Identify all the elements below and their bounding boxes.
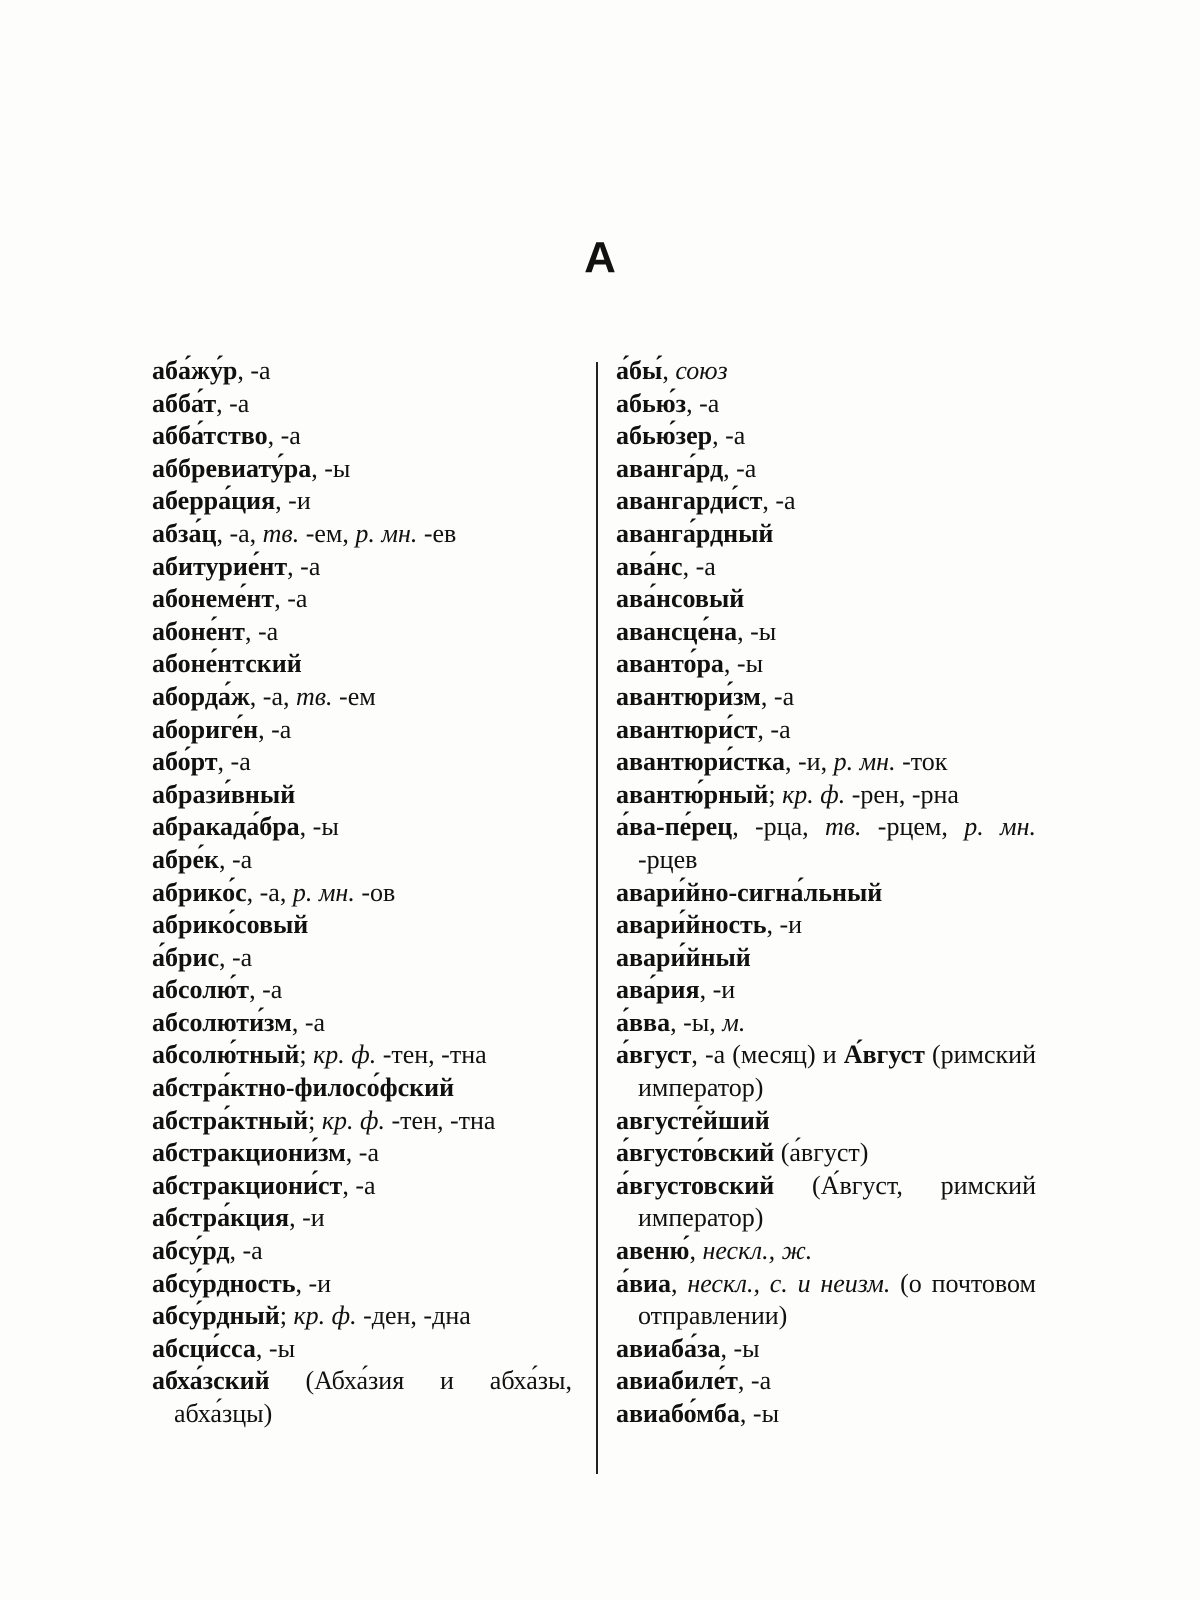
entry-form: (о почтовом отправлении)	[638, 1268, 1036, 1331]
dictionary-entry	[616, 453, 1036, 486]
dictionary-entry	[152, 485, 572, 518]
entry-headword: авеню́	[616, 1236, 690, 1266]
dictionary-entry	[152, 1137, 572, 1170]
entry-headword: абре́к	[152, 844, 219, 874]
grammar-label: тв.	[262, 518, 300, 548]
dictionary-entry	[616, 648, 1036, 681]
entry-form: ;	[279, 1301, 294, 1331]
entry-headword: абитурие́нт	[152, 551, 288, 581]
entry-headword: абстракциони́зм	[152, 1138, 346, 1168]
entry-headword: авиабиле́т	[616, 1366, 738, 1396]
dictionary-entry	[616, 388, 1036, 421]
entry-form: -ток	[895, 747, 948, 777]
dictionary-entry	[616, 779, 1036, 812]
entry-headword: аванга́рд	[616, 453, 724, 483]
dictionary-entry	[152, 746, 572, 779]
entry-form: , -ы,	[670, 1007, 723, 1037]
entry-form: , -а,	[249, 681, 296, 711]
grammar-label: нескл., с. и неизм.	[687, 1268, 891, 1298]
entry-headword: аванто́ра	[616, 649, 724, 679]
entry-form: ,	[689, 1236, 703, 1266]
dictionary-entry	[152, 1105, 572, 1138]
grammar-label: кр. ф.	[782, 779, 846, 809]
grammar-label: кр. ф.	[293, 1301, 357, 1331]
entry-headword: абза́ц	[152, 518, 217, 548]
entry-headword: аберра́ция	[152, 486, 276, 516]
entry-headword: ава́рия	[616, 975, 700, 1005]
entry-form: , -ы	[739, 1399, 780, 1428]
entry-headword: абсолю́т	[152, 975, 250, 1005]
grammar-label: нескл., ж.	[702, 1236, 813, 1266]
dictionary-entry	[152, 909, 572, 942]
entry-form: , -ы	[723, 649, 764, 679]
entry-form: -тен, -тна	[384, 1105, 496, 1135]
entry-headword: абсу́рд	[152, 1236, 230, 1266]
dictionary-entry	[616, 1170, 1036, 1235]
dictionary-entry	[152, 518, 572, 551]
dictionary-entry	[616, 746, 1036, 779]
column-divider	[596, 362, 598, 1474]
dictionary-entry	[152, 1235, 572, 1268]
dictionary-entry	[616, 1235, 1036, 1268]
entry-form: , -а	[274, 584, 308, 614]
entry-form: , -а	[249, 975, 283, 1005]
dictionary-entry	[152, 1365, 572, 1430]
entry-form: , -а	[216, 388, 250, 418]
entry-headword: абба́тство	[152, 421, 268, 451]
dictionary-entry	[152, 1170, 572, 1203]
entry-headword: абсци́сса	[152, 1333, 256, 1363]
entry-headword: абсолюти́зм	[152, 1007, 292, 1037]
entry-form: , -а	[682, 551, 716, 581]
entry-headword: абстра́кция	[152, 1203, 290, 1233]
dictionary-entry	[152, 844, 572, 877]
dictionary-entry	[152, 779, 572, 812]
entry-headword: авантюри́зм	[616, 681, 761, 711]
dictionary-entry	[152, 1202, 572, 1235]
entry-headword: або́рт	[152, 747, 218, 777]
dictionary-entry	[616, 811, 1036, 876]
entry-form: , -рца,	[732, 812, 825, 842]
entry-headword: абориге́н	[152, 714, 259, 744]
entry-form: , -а	[258, 714, 292, 744]
entry-form: ,	[662, 356, 676, 385]
entry-form: -ем	[332, 681, 376, 711]
grammar-label: р. мн.	[292, 877, 355, 907]
entry-headword: а́бы́	[616, 356, 663, 385]
entry-headword: абракада́бра	[152, 812, 300, 842]
entry-form: , -а,	[216, 518, 263, 548]
right-column	[616, 355, 1036, 1431]
dictionary-entry	[616, 1398, 1036, 1431]
entry-form: , -ы	[255, 1333, 296, 1363]
entry-headword: авантюри́стка	[616, 747, 785, 777]
entry-headword: аборда́ж	[152, 681, 250, 711]
entry-headword: абрико́с	[152, 877, 247, 907]
dictionary-entry	[616, 1268, 1036, 1333]
entry-form: , -а	[345, 1138, 379, 1168]
entry-headword: а́вгусто́вский	[616, 1138, 775, 1168]
entry-form: , -а	[723, 453, 757, 483]
grammar-label: союз	[675, 356, 728, 385]
entry-form: , -а	[218, 844, 253, 874]
entry-form: ;	[308, 1105, 322, 1135]
entry-form: (римский император)	[638, 1040, 1036, 1103]
entry-headword: абсолю́тный	[152, 1040, 300, 1070]
entry-headword: авантю́рный	[616, 779, 769, 809]
entry-form: , -и	[295, 1268, 332, 1298]
entry-headword: авиабо́мба	[616, 1399, 740, 1428]
grammar-label: р. мн.	[964, 812, 1036, 842]
entry-form: , -и,	[785, 747, 834, 777]
entry-headword: а́вва	[616, 1007, 671, 1037]
entry-form: , -а	[267, 421, 301, 451]
entry-form: , -а	[287, 551, 321, 581]
entry-form: , -а	[712, 421, 746, 451]
entry-form: , -а,	[246, 877, 293, 907]
entry-headword: А́вгуст	[843, 1040, 925, 1070]
grammar-label: кр. ф.	[313, 1040, 377, 1070]
dictionary-entry	[616, 714, 1036, 747]
entry-form: ;	[299, 1040, 314, 1070]
dictionary-entry	[616, 420, 1036, 453]
dictionary-entry	[152, 1039, 572, 1072]
entry-headword: а́ва-пе́рец	[616, 812, 733, 842]
entry-headword: а́вгуст	[616, 1040, 692, 1070]
entry-form: -рцем,	[861, 812, 965, 842]
entry-headword: абстракциони́ст	[152, 1170, 343, 1200]
entry-form: -рен, -рна	[845, 779, 959, 809]
entry-headword: августе́йший	[616, 1105, 770, 1135]
grammar-label: тв.	[824, 812, 862, 842]
entry-headword: абсу́рдность	[152, 1268, 296, 1298]
grammar-label: р. мн.	[833, 747, 896, 777]
entry-headword: абоне́нтский	[152, 649, 302, 679]
dictionary-entry	[152, 1333, 572, 1366]
entry-form: , -а	[237, 356, 271, 385]
entry-form: , -а	[218, 942, 253, 972]
dictionary-entry	[152, 355, 572, 388]
entry-form: , -а	[229, 1236, 263, 1266]
entry-form: , -ы	[737, 616, 777, 646]
entry-headword: авари́йный	[616, 942, 751, 972]
dictionary-entry	[152, 681, 572, 714]
entry-headword: авари́йность	[616, 910, 767, 940]
entry-form: , -и	[699, 975, 736, 1005]
dictionary-entry	[616, 485, 1036, 518]
dictionary-entry	[152, 551, 572, 584]
entry-headword: абоне́нт	[152, 616, 245, 646]
dictionary-entry	[616, 518, 1036, 551]
entry-headword: а́брис	[152, 942, 219, 972]
dictionary-entry	[152, 714, 572, 747]
entry-headword: а́виа	[616, 1268, 672, 1298]
entry-form: , -и	[766, 910, 803, 940]
entry-headword: абстра́ктно-филосо́фский	[152, 1073, 455, 1103]
entry-headword: ава́нс	[616, 551, 683, 581]
entry-form: , -а	[686, 388, 720, 418]
entry-headword: абонеме́нт	[152, 584, 275, 614]
entry-headword: авари́йно-сигна́льный	[616, 877, 883, 907]
dictionary-entry	[616, 681, 1036, 714]
entry-form: -ем,	[299, 518, 356, 548]
entry-headword: абба́т	[152, 388, 217, 418]
grammar-label: кр. ф.	[321, 1105, 385, 1135]
entry-form: -рцев	[638, 844, 698, 874]
entry-form: ;	[768, 779, 783, 809]
entry-headword: авансце́на	[616, 616, 738, 646]
entry-form: -ев	[417, 518, 457, 548]
entry-form: -ов	[354, 877, 396, 907]
section-letter: А	[584, 233, 616, 282]
entry-headword: а́вгустовский	[616, 1170, 775, 1200]
entry-form: , -а	[291, 1007, 326, 1037]
grammar-label: тв.	[295, 681, 333, 711]
dictionary-entry	[616, 551, 1036, 584]
entry-headword: абстра́ктный	[152, 1105, 309, 1135]
dictionary-entry	[616, 877, 1036, 910]
dictionary-entry	[616, 583, 1036, 616]
entry-form: -тен, -тна	[376, 1040, 487, 1070]
left-column	[152, 355, 572, 1431]
entry-headword: абрази́вный	[152, 779, 296, 809]
dictionary-entry	[616, 1137, 1036, 1170]
dictionary-entry	[616, 1007, 1036, 1040]
dictionary-entry	[616, 909, 1036, 942]
entry-headword: абью́зер	[616, 421, 713, 451]
entry-form: (а́вгуст)	[774, 1138, 869, 1168]
dictionary-entry	[616, 355, 1036, 388]
dictionary-entry	[152, 388, 572, 421]
entry-form: (Абха́зия и абха́зы, абха́зцы)	[174, 1366, 572, 1428]
dictionary-entry	[152, 453, 572, 486]
entry-form: -ден, -дна	[356, 1301, 471, 1331]
dictionary-entry	[616, 1039, 1036, 1104]
entry-form: , -а	[762, 486, 796, 516]
dictionary-entry	[152, 616, 572, 649]
entry-form: , -а (месяц) и	[691, 1040, 844, 1070]
entry-form: , -а	[244, 616, 279, 646]
entry-form: (А́вгуст, римский император)	[638, 1170, 1036, 1233]
entry-form: , -и	[289, 1203, 325, 1233]
dictionary-entry	[152, 942, 572, 975]
entry-form: , -ы	[299, 812, 339, 842]
entry-form: ,	[671, 1268, 688, 1298]
dictionary-entry	[152, 583, 572, 616]
grammar-label: р. мн.	[355, 518, 418, 548]
entry-headword: авангарди́ст	[616, 486, 763, 516]
dictionary-entry	[616, 1333, 1036, 1366]
entry-form: , -а	[217, 747, 251, 777]
entry-headword: абха́зский	[152, 1366, 270, 1396]
dictionary-entry	[152, 1072, 572, 1105]
dictionary-entry	[152, 811, 572, 844]
entry-headword: аббревиату́ра	[152, 453, 312, 483]
entry-form: , -а	[737, 1366, 772, 1396]
dictionary-entry	[616, 1105, 1036, 1138]
dictionary-entry	[152, 974, 572, 1007]
entry-form: , -ы	[311, 453, 351, 483]
dictionary-entry	[616, 1365, 1036, 1398]
dictionary-entry	[152, 420, 572, 453]
entry-form: , -и	[275, 486, 311, 516]
entry-form: , -а	[342, 1170, 376, 1200]
dictionary-entry	[152, 1007, 572, 1040]
dictionary-entry	[152, 877, 572, 910]
entry-headword: аванга́рдный	[616, 518, 774, 548]
entry-headword: аба́жу́р	[152, 356, 238, 385]
entry-headword: абью́з	[616, 388, 687, 418]
entry-headword: абрико́совый	[152, 910, 309, 940]
dictionary-entry	[616, 616, 1036, 649]
entry-headword: авиаба́за	[616, 1333, 721, 1363]
entry-form: , -а	[760, 681, 795, 711]
dictionary-entry	[616, 974, 1036, 1007]
entry-form: , -ы	[720, 1333, 760, 1363]
dictionary-entry	[152, 1300, 572, 1333]
grammar-label: м.	[722, 1007, 746, 1037]
entry-form: , -а	[757, 714, 791, 744]
entry-headword: ава́нсовый	[616, 584, 745, 614]
entry-headword: авантюри́ст	[616, 714, 758, 744]
dictionary-entry	[152, 1268, 572, 1301]
dictionary-entry	[616, 942, 1036, 975]
entry-headword: абсу́рдный	[152, 1301, 280, 1331]
dictionary-entry	[152, 648, 572, 681]
